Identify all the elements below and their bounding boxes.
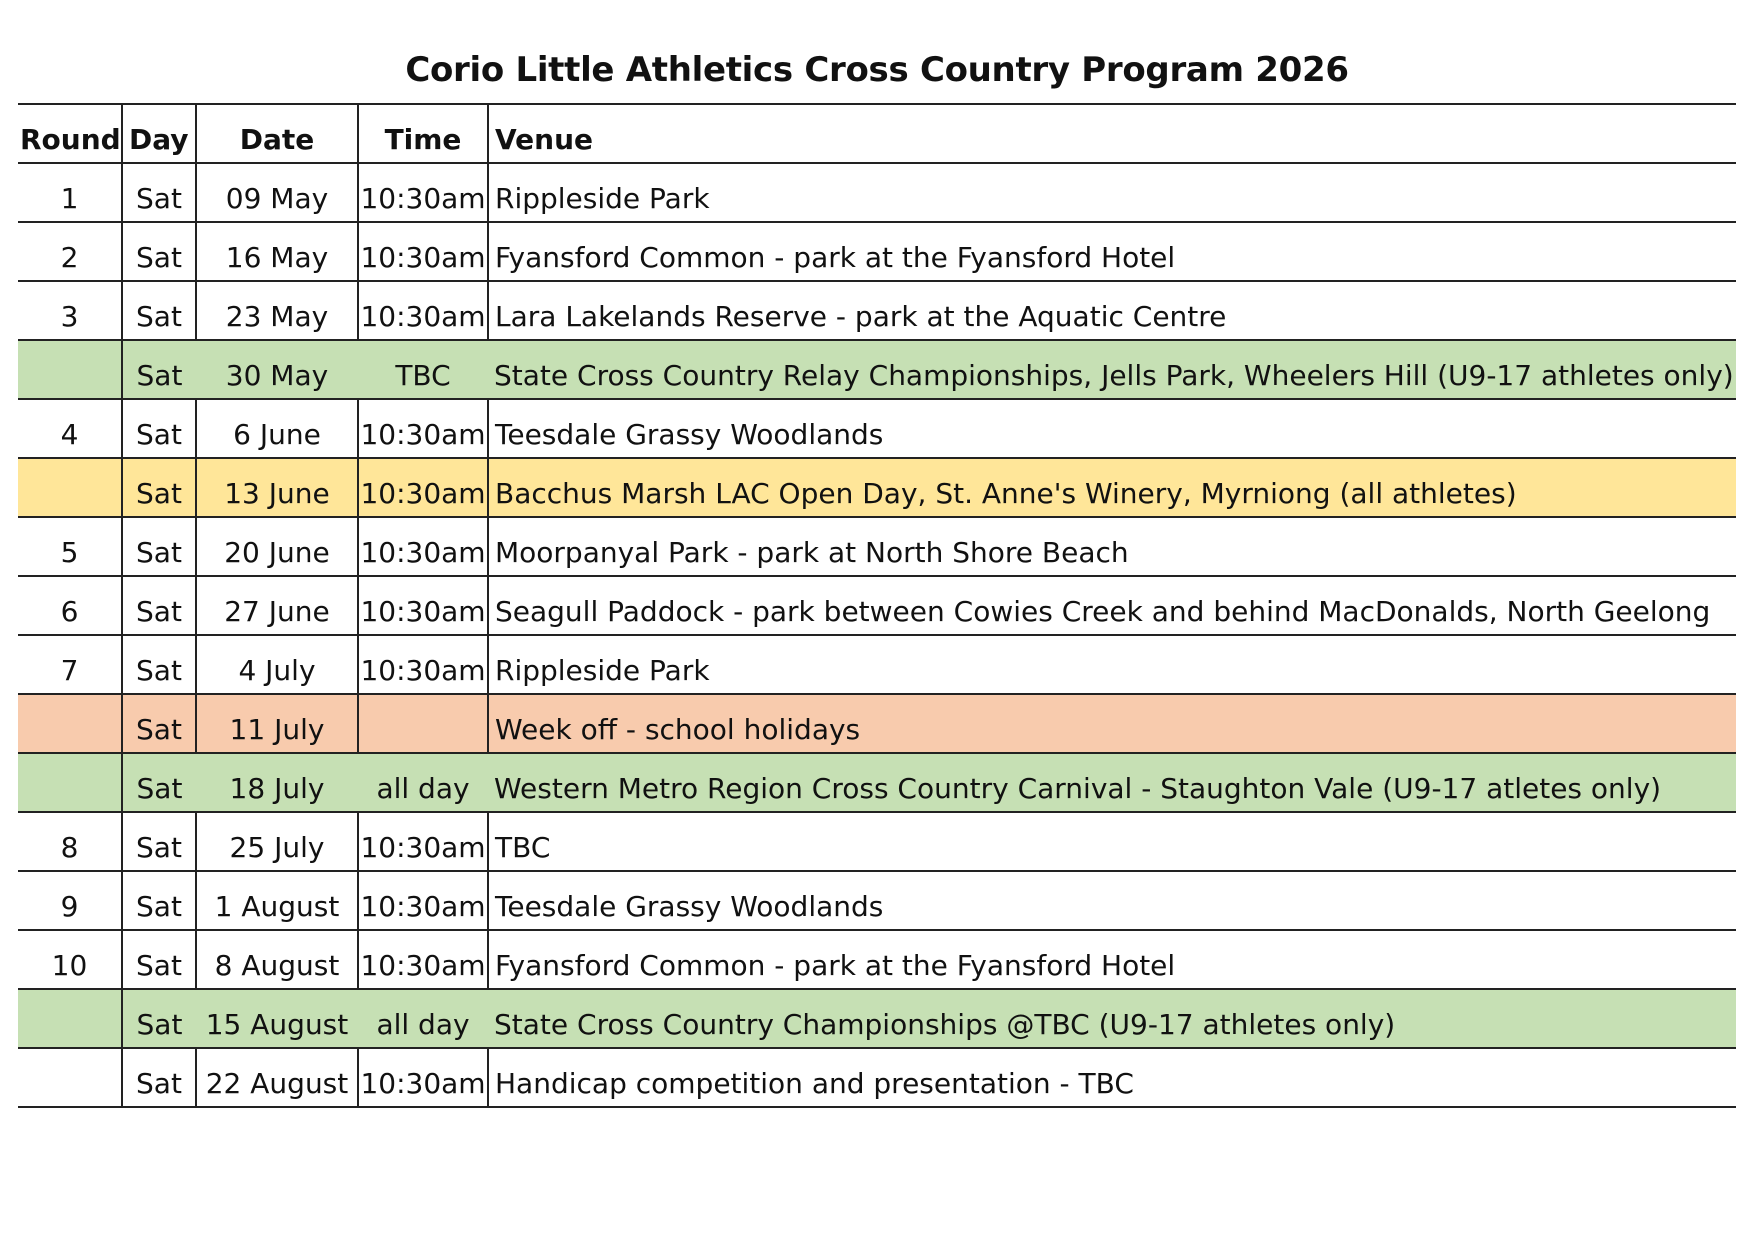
cell-time [358,694,488,753]
cell-date: 15 August [196,989,358,1048]
program-table [18,103,1736,1108]
cell-day: Sat [122,576,196,635]
cell-time: 10:30am [358,635,488,694]
cell-round: 7 [18,635,122,694]
cell-round: 4 [18,399,122,458]
cell-time: 10:30am [358,576,488,635]
cell-round: 9 [18,871,122,930]
cell-date: 18 July [196,753,358,812]
cell-venue: Lara Lakelands Reserve - park at the Aquatic Centre [488,281,1736,340]
cell-day: Sat [122,930,196,989]
cell-day: Sat [122,458,196,517]
cell-venue: Handicap competition and presentation - TBC [488,1048,1736,1107]
cell-round: 6 [18,576,122,635]
cell-day: Sat [122,1048,196,1107]
header-day: Day [122,104,196,163]
cell-date: 6 June [196,399,358,458]
cell-date: 4 July [196,635,358,694]
cell-day: Sat [122,281,196,340]
cell-time: 10:30am [358,812,488,871]
cell-venue: State Cross Country Championships @TBC (U9-17 athletes only) [488,989,1736,1048]
header-venue: Venue [488,104,1736,163]
table-row [18,635,1736,694]
cell-date: 25 July [196,812,358,871]
table-row [18,517,1736,576]
cell-day: Sat [122,222,196,281]
cell-venue: TBC [488,812,1736,871]
cell-time: 10:30am [358,517,488,576]
cell-day: Sat [122,753,196,812]
header-time: Time [358,104,488,163]
cell-time: all day [358,989,488,1048]
table-row [18,930,1736,989]
cell-time: 10:30am [358,222,488,281]
table-row [18,1048,1736,1107]
cell-round: 10 [18,930,122,989]
header-row [18,104,1736,163]
cell-time: 10:30am [358,399,488,458]
cell-day: Sat [122,399,196,458]
table-row [18,989,1736,1048]
cell-time: 10:30am [358,163,488,222]
cell-day: Sat [122,635,196,694]
cell-date: 16 May [196,222,358,281]
cell-round [18,694,122,753]
table-row [18,281,1736,340]
page-title: Corio Little Athletics Cross Country Program 2026 [405,50,1349,90]
table-header [18,104,1736,163]
table-row [18,222,1736,281]
cell-date: 23 May [196,281,358,340]
cell-time: 10:30am [358,458,488,517]
cell-venue: State Cross Country Relay Championships, Jells Park, Wheelers Hill (U9-17 athletes only) [488,340,1736,399]
cell-venue: Rippleside Park [488,635,1736,694]
cell-round [18,753,122,812]
cell-round [18,340,122,399]
table-row [18,399,1736,458]
cell-venue: Teesdale Grassy Woodlands [488,871,1736,930]
cell-date: 8 August [196,930,358,989]
cell-date: 20 June [196,517,358,576]
cell-venue: Western Metro Region Cross Country Carnival - Staughton Vale (U9-17 atletes only) [488,753,1736,812]
cell-venue: Week off - school holidays [488,694,1736,753]
table-row [18,871,1736,930]
cell-date: 30 May [196,340,358,399]
header-date: Date [196,104,358,163]
cell-venue: Teesdale Grassy Woodlands [488,399,1736,458]
cell-venue: Fyansford Common - park at the Fyansford Hotel [488,222,1736,281]
cell-round: 8 [18,812,122,871]
cell-round: 3 [18,281,122,340]
cell-date: 11 July [196,694,358,753]
cell-date: 1 August [196,871,358,930]
table-row [18,753,1736,812]
cell-time: 10:30am [358,281,488,340]
cell-time: all day [358,753,488,812]
cell-date: 27 June [196,576,358,635]
cell-day: Sat [122,989,196,1048]
cell-venue: Seagull Paddock - park between Cowies Creek and behind MacDonalds, North Geelong [488,576,1736,635]
cell-day: Sat [122,517,196,576]
cell-time: TBC [358,340,488,399]
cell-date: 22 August [196,1048,358,1107]
cell-round [18,989,122,1048]
table-row [18,694,1736,753]
cell-time: 10:30am [358,930,488,989]
table-body [18,163,1736,1107]
cell-day: Sat [122,812,196,871]
cell-venue: Fyansford Common - park at the Fyansford Hotel [488,930,1736,989]
cell-round [18,1048,122,1107]
cell-time: 10:30am [358,1048,488,1107]
cell-day: Sat [122,340,196,399]
cell-round: 2 [18,222,122,281]
cell-venue: Rippleside Park [488,163,1736,222]
cell-round: 1 [18,163,122,222]
cell-round: 5 [18,517,122,576]
cell-date: 09 May [196,163,358,222]
cell-time: 10:30am [358,871,488,930]
table-row [18,458,1736,517]
cell-day: Sat [122,871,196,930]
table-row [18,576,1736,635]
cell-venue: Bacchus Marsh LAC Open Day, St. Anne's Winery, Myrniong (all athletes) [488,458,1736,517]
cell-venue: Moorpanyal Park - park at North Shore Beach [488,517,1736,576]
table-row [18,163,1736,222]
table-row [18,340,1736,399]
table-row [18,812,1736,871]
cell-day: Sat [122,694,196,753]
cell-round [18,458,122,517]
cell-day: Sat [122,163,196,222]
cell-date: 13 June [196,458,358,517]
header-round: Round [18,104,122,163]
